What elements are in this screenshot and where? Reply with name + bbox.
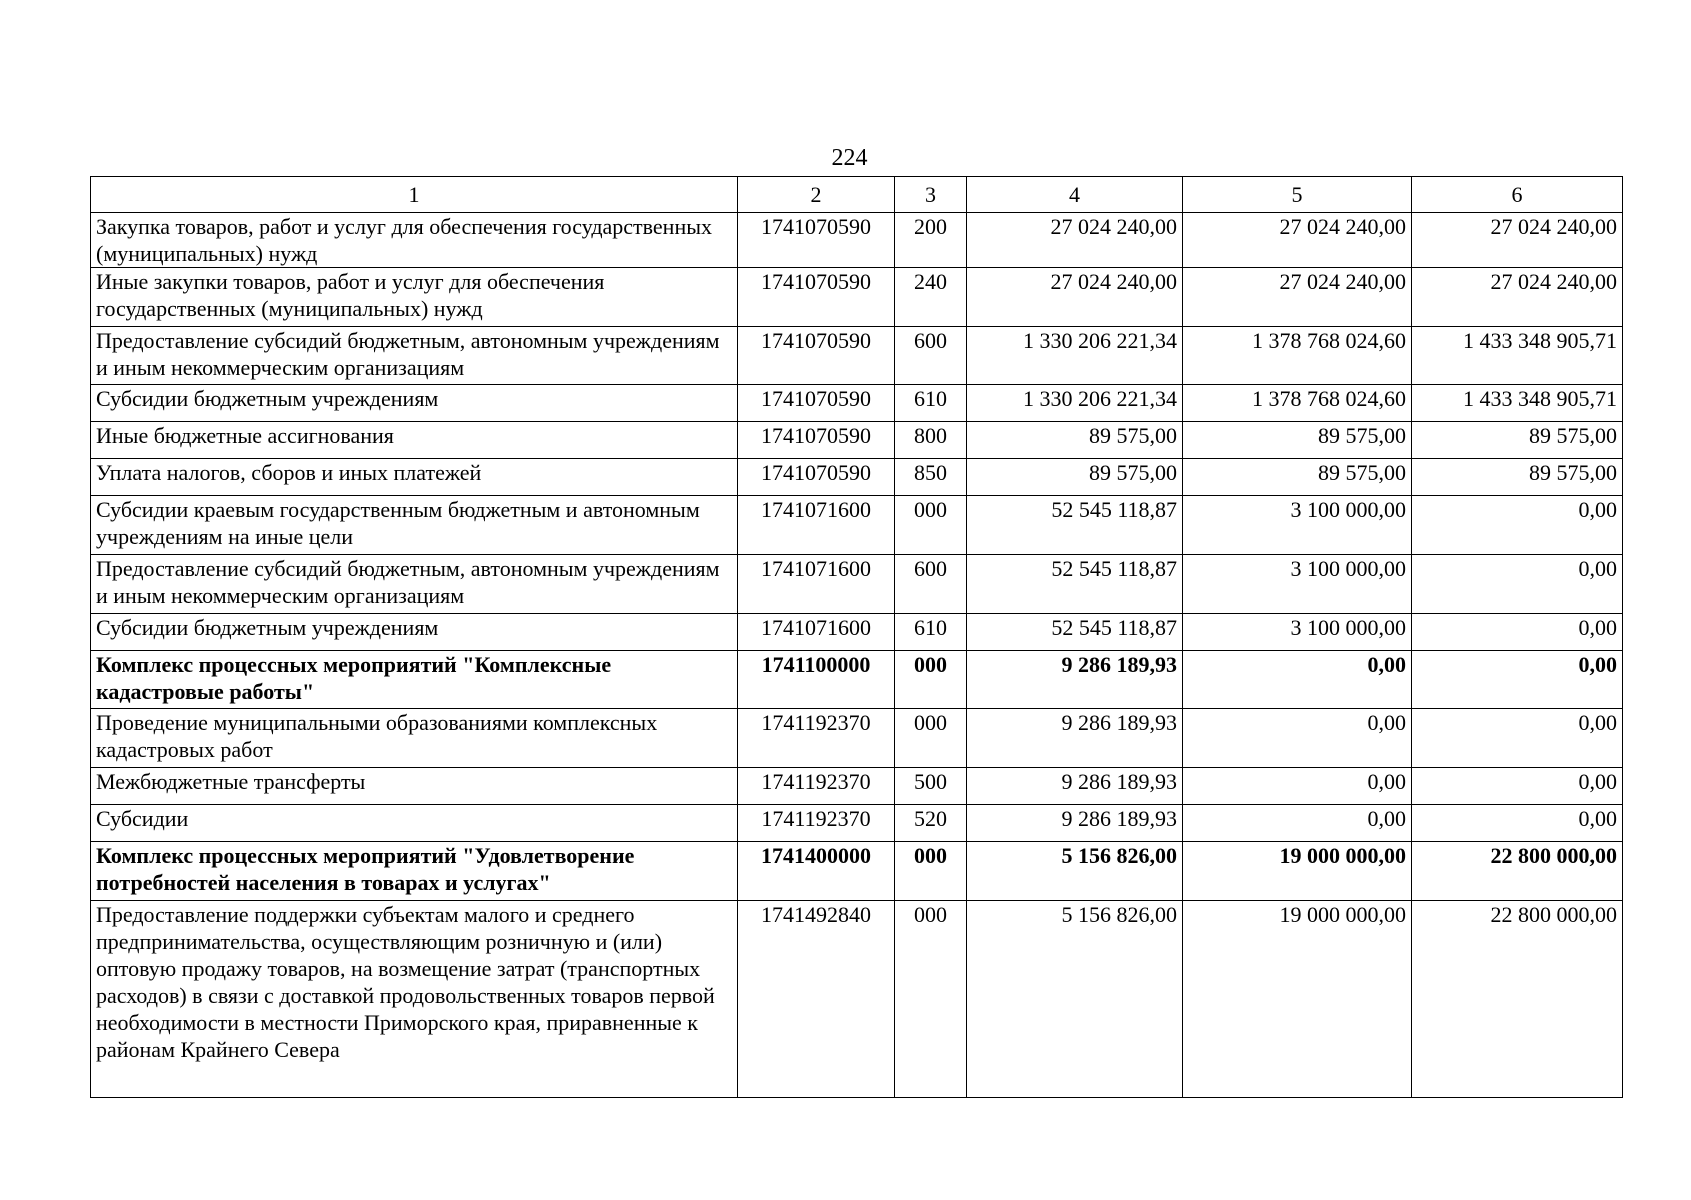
- row-amount-col4: 52 545 118,87: [967, 614, 1183, 651]
- row-expense-type: 000: [895, 651, 967, 709]
- row-name: Субсидии краевым государственным бюджетным и автономным учреждениям на иные цели: [91, 496, 738, 555]
- table-row: [91, 327, 1623, 385]
- row-code: 1741070590: [738, 268, 895, 327]
- row-expense-type: 500: [895, 768, 967, 805]
- table-row: [91, 901, 1623, 1098]
- column-header-1: 1: [91, 177, 738, 213]
- row-amount-col6: 0,00: [1412, 651, 1623, 709]
- row-amount-col4: 9 286 189,93: [967, 651, 1183, 709]
- row-code: 1741192370: [738, 768, 895, 805]
- row-amount-col6: 27 024 240,00: [1412, 268, 1623, 327]
- row-amount-col4: 89 575,00: [967, 459, 1183, 496]
- row-amount-col6: 27 024 240,00: [1412, 213, 1623, 268]
- row-name: Проведение муниципальными образованиями комплексных кадастровых работ: [91, 709, 738, 768]
- row-amount-col5: 0,00: [1183, 805, 1412, 842]
- row-code: 1741492840: [738, 901, 895, 1098]
- row-amount-col5: 0,00: [1183, 709, 1412, 768]
- row-expense-type: 200: [895, 213, 967, 268]
- column-header-5: 5: [1183, 177, 1412, 213]
- row-expense-type: 800: [895, 422, 967, 459]
- row-expense-type: 850: [895, 459, 967, 496]
- row-amount-col6: 0,00: [1412, 709, 1623, 768]
- row-amount-col5: 89 575,00: [1183, 459, 1412, 496]
- row-expense-type: 520: [895, 805, 967, 842]
- row-amount-col4: 89 575,00: [967, 422, 1183, 459]
- table-row: [91, 268, 1623, 327]
- row-amount-col6: 22 800 000,00: [1412, 901, 1623, 1098]
- row-code: 1741192370: [738, 805, 895, 842]
- row-amount-col4: 1 330 206 221,34: [967, 385, 1183, 422]
- row-name: Иные бюджетные ассигнования: [91, 422, 738, 459]
- row-name: Предоставление субсидий бюджетным, автономным учреждениям и иным некоммерческим организациям: [91, 327, 738, 385]
- row-expense-type: 610: [895, 614, 967, 651]
- row-amount-col5: 0,00: [1183, 651, 1412, 709]
- row-code: 1741400000: [738, 842, 895, 901]
- row-expense-type: 000: [895, 901, 967, 1098]
- row-amount-col6: 0,00: [1412, 614, 1623, 651]
- row-code: 1741071600: [738, 614, 895, 651]
- table-row: [91, 385, 1623, 422]
- row-amount-col4: 9 286 189,93: [967, 709, 1183, 768]
- row-code: 1741070590: [738, 213, 895, 268]
- row-amount-col5: 27 024 240,00: [1183, 268, 1412, 327]
- row-name: Комплекс процессных мероприятий "Комплексные кадастровые работы": [91, 651, 738, 709]
- row-amount-col4: 27 024 240,00: [967, 268, 1183, 327]
- row-expense-type: 610: [895, 385, 967, 422]
- row-name: Субсидии бюджетным учреждениям: [91, 385, 738, 422]
- row-name: Закупка товаров, работ и услуг для обеспечения государственных (муниципальных) нужд: [91, 213, 738, 268]
- row-amount-col4: 27 024 240,00: [967, 213, 1183, 268]
- row-amount-col5: 27 024 240,00: [1183, 213, 1412, 268]
- row-amount-col5: 1 378 768 024,60: [1183, 327, 1412, 385]
- row-amount-col4: 5 156 826,00: [967, 901, 1183, 1098]
- row-amount-col6: 1 433 348 905,71: [1412, 385, 1623, 422]
- row-amount-col4: 1 330 206 221,34: [967, 327, 1183, 385]
- row-amount-col4: 9 286 189,93: [967, 768, 1183, 805]
- row-expense-type: 600: [895, 327, 967, 385]
- row-code: 1741071600: [738, 496, 895, 555]
- row-name: Предоставление поддержки субъектам малого и среднего предпринимательства, осуществляющим розничную и (или) оптовую продажу товаров, на возмещение затрат (транспортных расходов) в связи с доставкой продовольственных товаров первой необходимости в местности Приморского края, приравненные к районам Крайнего Севера: [91, 901, 738, 1098]
- row-code: 1741071600: [738, 555, 895, 614]
- row-amount-col6: 22 800 000,00: [1412, 842, 1623, 901]
- row-code: 1741070590: [738, 327, 895, 385]
- table-row: [91, 805, 1623, 842]
- row-expense-type: 240: [895, 268, 967, 327]
- table-row-section: [91, 842, 1623, 901]
- row-amount-col5: 19 000 000,00: [1183, 901, 1412, 1098]
- table-row: [91, 459, 1623, 496]
- table-row: [91, 709, 1623, 768]
- row-name: Межбюджетные трансферты: [91, 768, 738, 805]
- row-name: Субсидии бюджетным учреждениям: [91, 614, 738, 651]
- row-code: 1741070590: [738, 385, 895, 422]
- row-amount-col5: 3 100 000,00: [1183, 614, 1412, 651]
- row-amount-col5: 3 100 000,00: [1183, 496, 1412, 555]
- row-amount-col4: 52 545 118,87: [967, 555, 1183, 614]
- row-name: Иные закупки товаров, работ и услуг для обеспечения государственных (муниципальных) нужд: [91, 268, 738, 327]
- table-row-section: [91, 651, 1623, 709]
- row-code: 1741192370: [738, 709, 895, 768]
- column-header-3: 3: [895, 177, 967, 213]
- table-row: [91, 614, 1623, 651]
- row-amount-col5: 0,00: [1183, 768, 1412, 805]
- row-amount-col6: 0,00: [1412, 768, 1623, 805]
- row-name: Субсидии: [91, 805, 738, 842]
- row-amount-col5: 89 575,00: [1183, 422, 1412, 459]
- row-name: Предоставление субсидий бюджетным, автономным учреждениям и иным некоммерческим организациям: [91, 555, 738, 614]
- row-amount-col6: 0,00: [1412, 555, 1623, 614]
- row-amount-col6: 1 433 348 905,71: [1412, 327, 1623, 385]
- row-amount-col5: 1 378 768 024,60: [1183, 385, 1412, 422]
- row-code: 1741070590: [738, 422, 895, 459]
- column-header-6: 6: [1412, 177, 1623, 213]
- row-expense-type: 600: [895, 555, 967, 614]
- row-amount-col4: 5 156 826,00: [967, 842, 1183, 901]
- budget-table: [90, 176, 1623, 1098]
- row-amount-col6: 0,00: [1412, 496, 1623, 555]
- row-amount-col6: 0,00: [1412, 805, 1623, 842]
- row-expense-type: 000: [895, 709, 967, 768]
- row-amount-col4: 52 545 118,87: [967, 496, 1183, 555]
- table-row: [91, 213, 1623, 268]
- row-amount-col5: 3 100 000,00: [1183, 555, 1412, 614]
- table-row: [91, 422, 1623, 459]
- column-header-2: 2: [738, 177, 895, 213]
- row-amount-col4: 9 286 189,93: [967, 805, 1183, 842]
- row-code: 1741100000: [738, 651, 895, 709]
- table-row: [91, 496, 1623, 555]
- row-amount-col5: 19 000 000,00: [1183, 842, 1412, 901]
- row-expense-type: 000: [895, 842, 967, 901]
- row-code: 1741070590: [738, 459, 895, 496]
- row-amount-col6: 89 575,00: [1412, 422, 1623, 459]
- table-header-row: [91, 177, 1623, 213]
- column-header-4: 4: [967, 177, 1183, 213]
- row-expense-type: 000: [895, 496, 967, 555]
- table-row: [91, 768, 1623, 805]
- row-amount-col6: 89 575,00: [1412, 459, 1623, 496]
- page-number: 224: [831, 145, 868, 171]
- row-name: Комплекс процессных мероприятий "Удовлетворение потребностей населения в товарах и услугах": [91, 842, 738, 901]
- row-name: Уплата налогов, сборов и иных платежей: [91, 459, 738, 496]
- table-row: [91, 555, 1623, 614]
